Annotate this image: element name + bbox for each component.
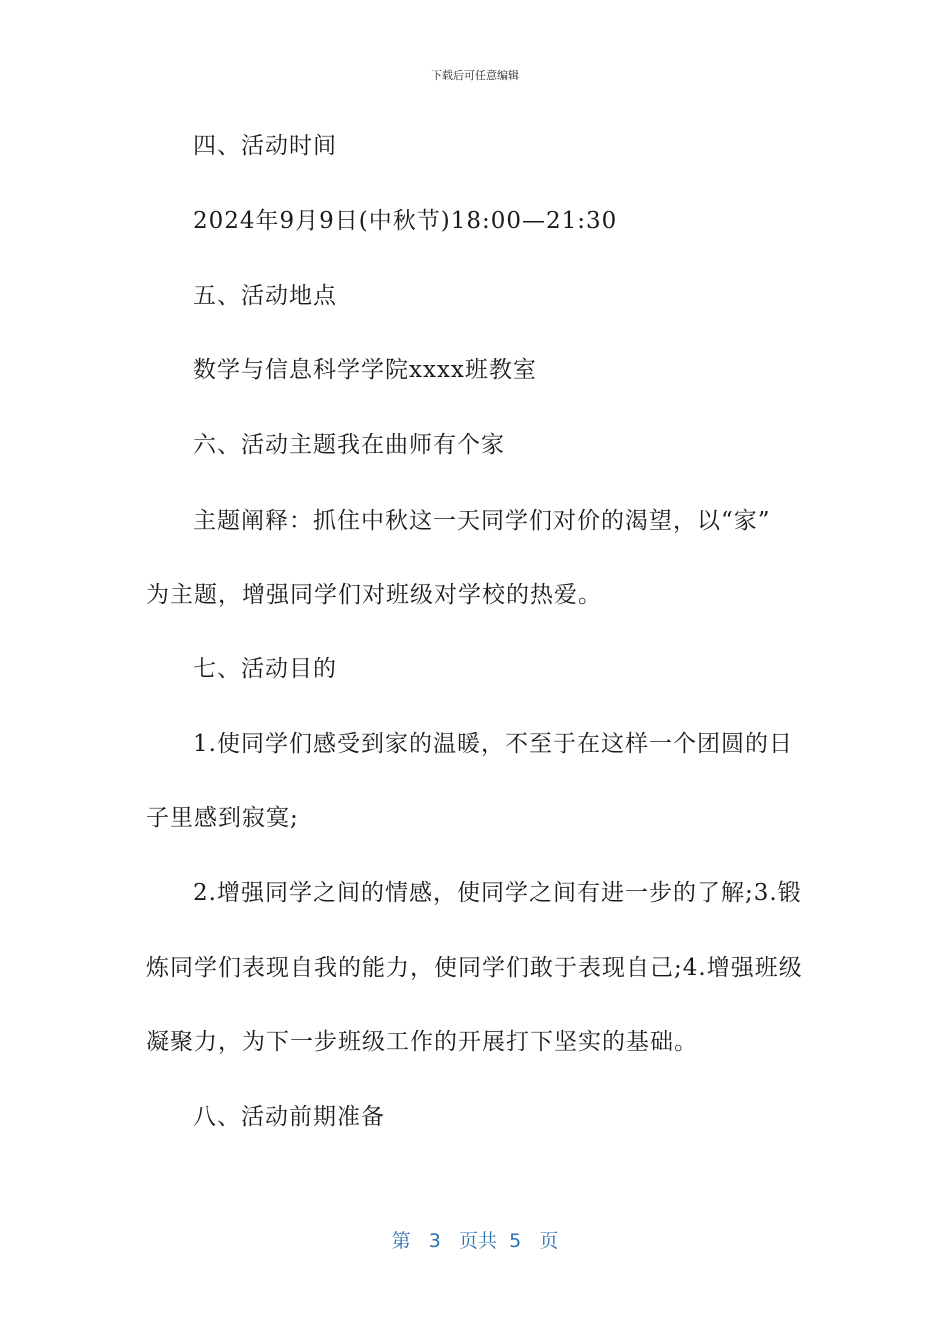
section-heading-time: 四、活动时间 <box>193 133 337 159</box>
page-label-suffix: 页 <box>539 1230 559 1252</box>
page-label-prefix: 第 <box>391 1230 411 1252</box>
page-label-mid: 页共 <box>459 1230 498 1252</box>
page-current-number: 3 <box>428 1230 441 1252</box>
section-heading-location: 五、活动地点 <box>193 283 337 309</box>
paragraph-line: 数学与信息科学学院xxxx班教室 <box>193 357 537 383</box>
paragraph-line: 为主题，增强同学们对班级对学校的热爱。 <box>146 582 602 608</box>
paragraph-line: 凝聚力，为下一步班级工作的开展打下坚实的基础。 <box>146 1029 698 1055</box>
page-header-note: 下载后可任意编辑 <box>431 69 519 82</box>
section-heading-preparation: 八、活动前期准备 <box>193 1104 385 1130</box>
paragraph-line: 子里感到寂寞; <box>146 805 299 831</box>
page-number-footer <box>0 1226 950 1253</box>
paragraph-line: 炼同学们表现自我的能力，使同学们敢于表现自己;4.增强班级 <box>146 955 803 981</box>
section-heading-purpose: 七、活动目的 <box>193 656 337 682</box>
section-heading-theme: 六、活动主题我在曲师有个家 <box>193 432 505 458</box>
paragraph-line: 主题阐释：抓住中秋这一天同学们对价的渴望，以“家” <box>193 508 771 534</box>
paragraph-line: 2024年9月9日(中秋节)18:00—21:30 <box>193 208 618 234</box>
paragraph-line: 2.增强同学之间的情感，使同学之间有进一步的了解;3.锻 <box>193 880 802 906</box>
page-total-number: 5 <box>509 1230 522 1252</box>
paragraph-line: 1.使同学们感受到家的温暖，不至于在这样一个团圆的日 <box>193 731 793 757</box>
